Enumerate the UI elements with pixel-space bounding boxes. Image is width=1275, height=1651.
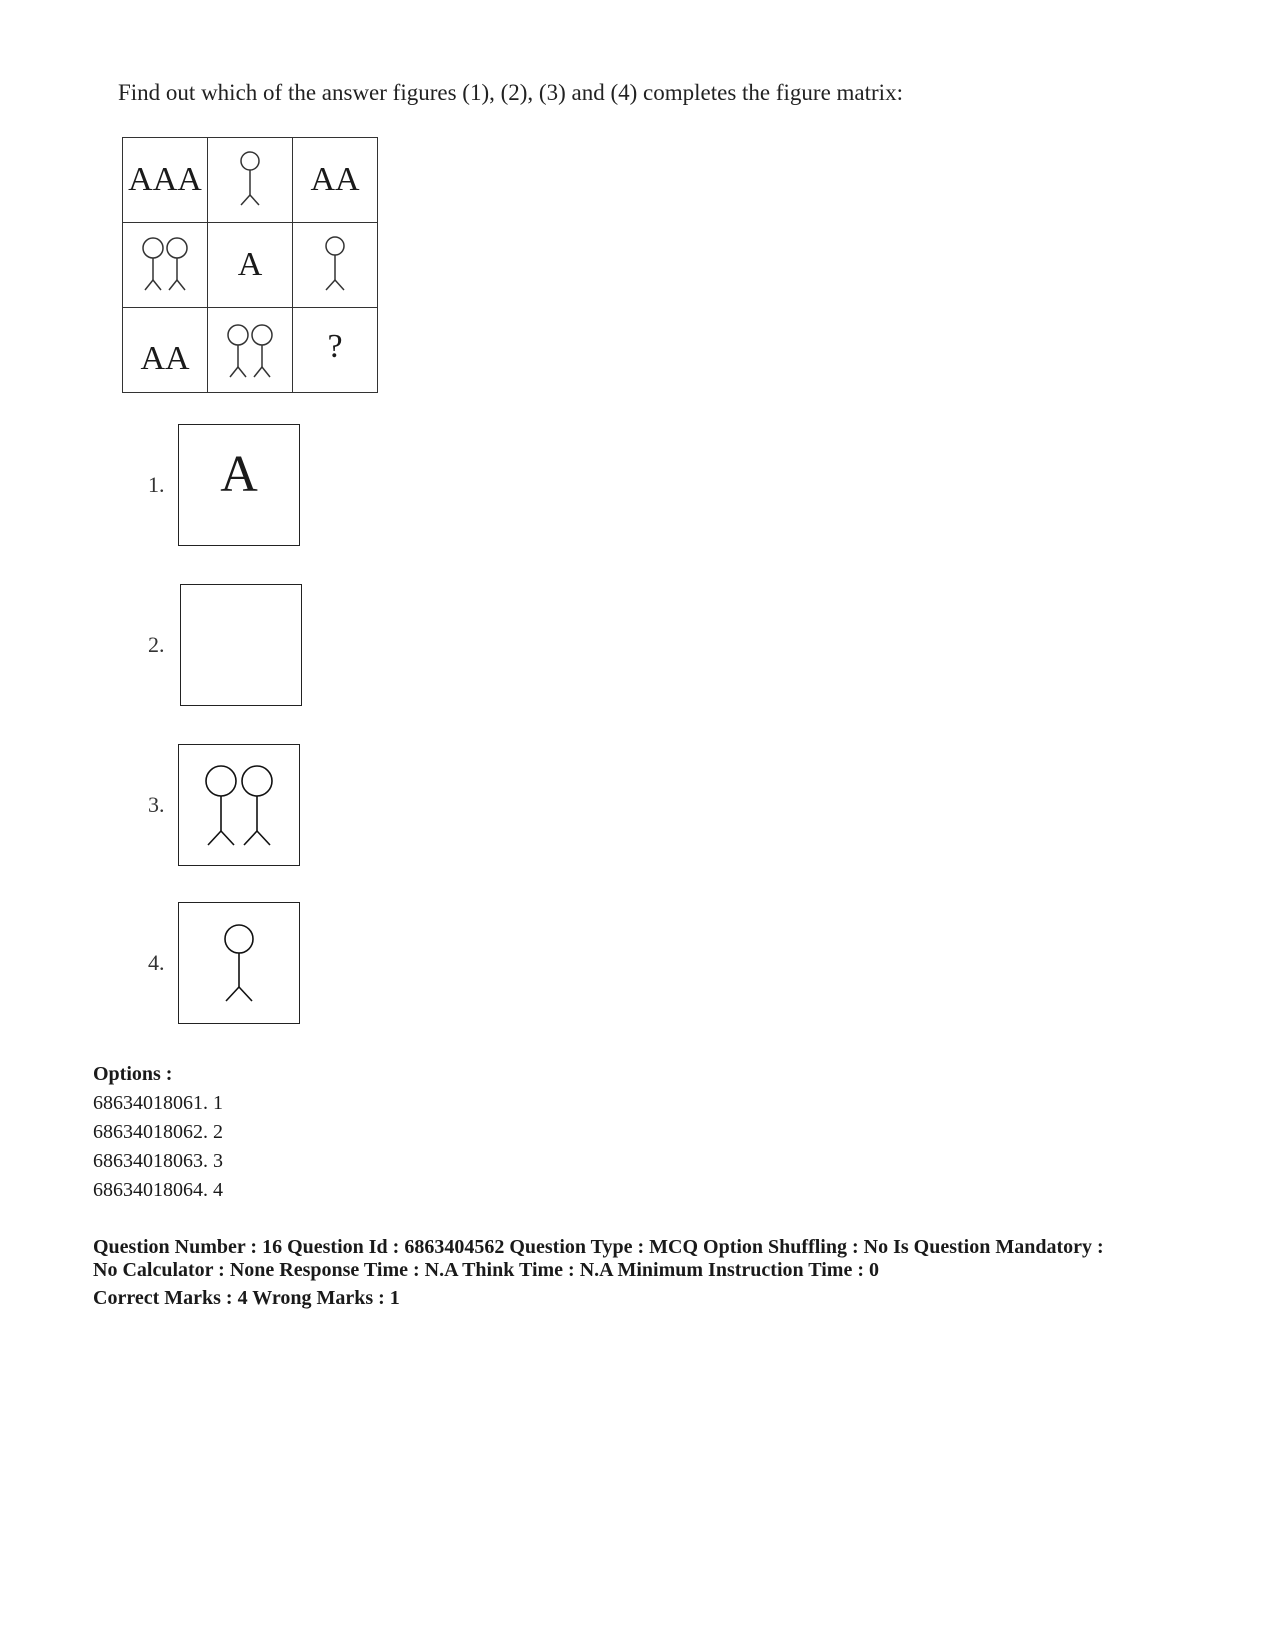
answer-figure-number: 1. — [148, 472, 165, 497]
answer-figure-box — [178, 744, 300, 866]
matrix-cell-r2c1 — [123, 223, 208, 308]
question-meta-line: Question Number : 16 Question Id : 6863404562 Question Type : MCQ Option Shuffling : No Is Question Mandatory : — [93, 1236, 1104, 1258]
matrix-letters: A — [237, 246, 263, 283]
option-item: 68634018061. 1 — [93, 1092, 223, 1114]
matrix-letters: AAA — [128, 161, 202, 198]
matrix-cell-r1c1 — [123, 138, 208, 223]
options-list — [93, 1060, 223, 1205]
answer-figure-box — [178, 902, 300, 1024]
answer-figure-box-empty — [180, 584, 302, 706]
answer-figure-number: 4. — [148, 950, 165, 975]
question-text: Find out which of the answer figures (1), (2), (3) and (4) completes the figure matrix: — [118, 80, 903, 105]
question-mark: ? — [327, 328, 343, 365]
option-item: 68634018064. 4 — [93, 1179, 223, 1201]
matrix-letters: AA — [140, 340, 190, 377]
option-item: 68634018063. 3 — [93, 1150, 223, 1172]
figure-matrix — [122, 137, 378, 393]
matrix-row-2 — [123, 223, 378, 308]
marks-line: Correct Marks : 4 Wrong Marks : 1 — [93, 1287, 400, 1309]
option-item: 68634018062. 2 — [93, 1121, 223, 1143]
matrix-cell-r3c3 — [293, 308, 378, 393]
question-meta-line: No Calculator : None Response Time : N.A Think Time : N.A Minimum Instruction Time : 0 — [93, 1259, 879, 1281]
matrix-row-3 — [123, 308, 378, 393]
stick-figure-icon — [230, 149, 270, 211]
answer-figure-number: 3. — [148, 792, 165, 817]
two-stick-figures-icon — [194, 757, 284, 857]
matrix-cell-r1c3 — [293, 138, 378, 223]
matrix-row-1 — [123, 138, 378, 223]
answer-figure-box — [178, 424, 300, 546]
answer-figure-number: 2. — [148, 632, 165, 657]
options-label: Options : — [93, 1063, 173, 1085]
stick-figure-icon — [315, 234, 355, 296]
two-stick-figures-icon — [135, 234, 195, 296]
matrix-cell-r2c3 — [293, 223, 378, 308]
answer-figure-letter: A — [220, 446, 258, 503]
matrix-cell-r3c2 — [208, 308, 293, 393]
matrix-cell-r1c2 — [208, 138, 293, 223]
stick-figure-icon — [209, 915, 269, 1015]
matrix-cell-r3c1 — [123, 308, 208, 393]
matrix-cell-r2c2 — [208, 223, 293, 308]
two-stick-figures-icon — [220, 319, 280, 381]
matrix-letters: AA — [310, 161, 360, 198]
question-meta — [93, 1236, 1183, 1310]
